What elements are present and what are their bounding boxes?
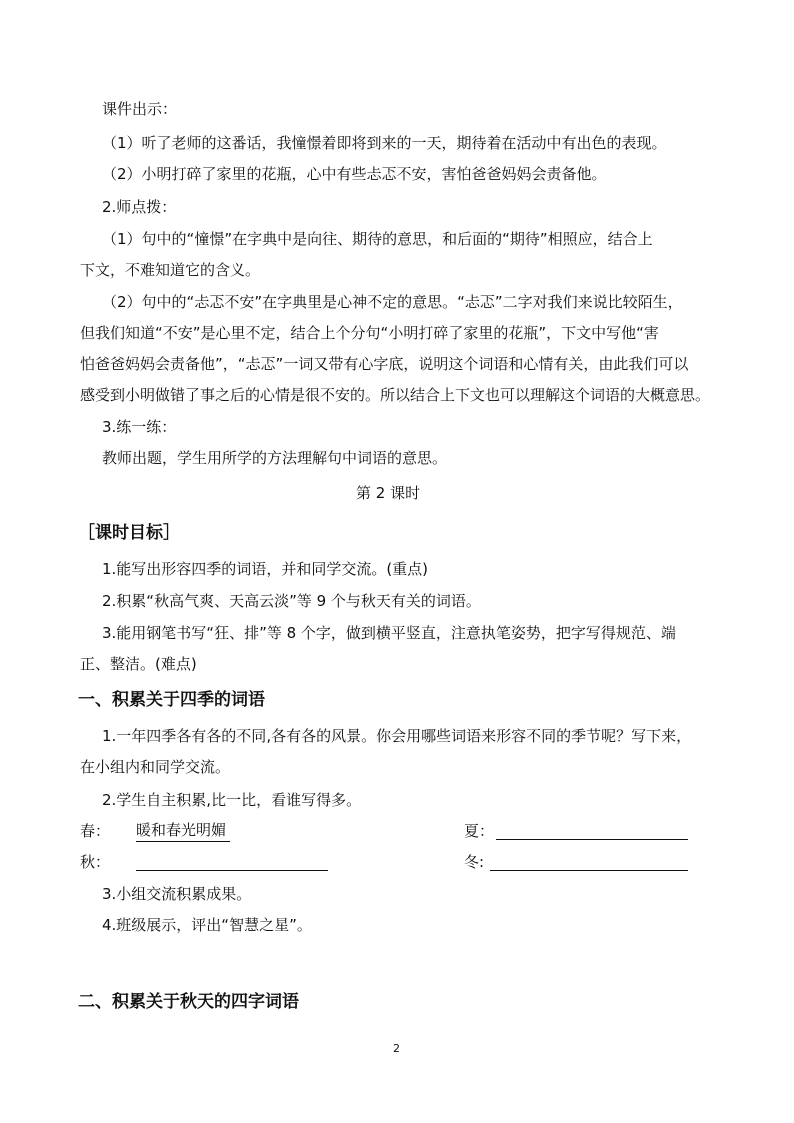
example-sentence-1: （1）听了老师的这番话，我憧憬着即将到来的一天，期待着在活动中有出色的表现。 bbox=[102, 134, 667, 152]
guidance-paragraph-2-line-1: （2）句中的“忐忑不安”在字典里是心神不定的意思。“忐忑”二字对我们来说比较陌生， bbox=[102, 293, 683, 311]
teacher-guidance-title: 2.师点拨： bbox=[102, 198, 177, 216]
autumn-label: 秋： bbox=[80, 853, 111, 871]
section-1-item-2: 2.学生自主积累,比一比，看谁写得多。 bbox=[102, 791, 362, 809]
practice-text: 教师出题，学生用所学的方法理解句中词语的意思。 bbox=[102, 449, 448, 467]
guidance-paragraph-2-line-2: 但我们知道“不安”是心里不定，结合上个分句“小明打碎了家里的花瓶”，下文中写他“害 bbox=[80, 324, 659, 342]
guidance-paragraph-2-line-4: 感受到小明做错了事之后的心情是很不安的。所以结合上下文也可以理解这个词语的大概意思。 bbox=[80, 386, 711, 404]
summer-label: 夏： bbox=[464, 822, 495, 840]
lesson-2-title: 第 2 课时 bbox=[356, 484, 421, 502]
spring-label: 春： bbox=[80, 822, 111, 840]
guidance-paragraph-1-line-2: 下文，不难知道它的含义。 bbox=[80, 261, 261, 279]
courseware-title: 课件出示： bbox=[102, 100, 178, 118]
section-2-header: 二、积累关于秋天的四字词语 bbox=[78, 992, 299, 1012]
goal-2: 2.积累“秋高气爽、天高云淡”等 9 个与秋天有关的词语。 bbox=[102, 592, 481, 610]
summer-answer-blank[interactable] bbox=[496, 839, 688, 840]
goal-3-line-1: 3.能用钢笔书写“狂、排”等 8 个字，做到横平竖直，注意执笔姿势，把字写得规范、端 bbox=[102, 624, 676, 642]
section-1-item-1-line-1: 1.一年四季各有各的不同,各有各的风景。你会用哪些词语来形容不同的季节呢？写下来， bbox=[102, 727, 692, 745]
guidance-paragraph-2-line-3: 怕爸爸妈妈会责备他”，“忐忑”一词又带有心字底，说明这个词语和心情有关，由此我们可以 bbox=[80, 355, 689, 373]
goal-3-line-2: 正、整洁。(难点) bbox=[80, 655, 197, 673]
section-1-item-3: 3.小组交流积累成果。 bbox=[102, 885, 252, 903]
guidance-paragraph-1-line-1: （1）句中的“憧憬”在字典中是向往、期待的意思，和后面的“期待”相照应，结合上 bbox=[102, 230, 653, 248]
section-1-item-4: 4.班级展示，评出“智慧之星”。 bbox=[102, 916, 312, 934]
section-1-item-1-line-2: 在小组内和同学交流。 bbox=[80, 758, 231, 776]
winter-label: 冬: bbox=[464, 853, 485, 871]
practice-title: 3.练一练： bbox=[102, 418, 177, 436]
example-sentence-2: （2）小明打碎了家里的花瓶，心中有些忐忑不安，害怕爸爸妈妈会责备他。 bbox=[102, 165, 607, 183]
winter-answer-blank[interactable] bbox=[490, 870, 688, 871]
spring-answer[interactable]: 暖和春光明媚 bbox=[136, 820, 230, 842]
page-number: 2 bbox=[393, 1042, 400, 1055]
autumn-answer-blank[interactable] bbox=[136, 870, 328, 871]
goal-1: 1.能写出形容四季的词语，并和同学交流。(重点) bbox=[102, 560, 429, 578]
section-1-header: 一、积累关于四季的词语 bbox=[78, 690, 265, 710]
lesson-goals-header: ［课时目标］ bbox=[78, 523, 180, 543]
